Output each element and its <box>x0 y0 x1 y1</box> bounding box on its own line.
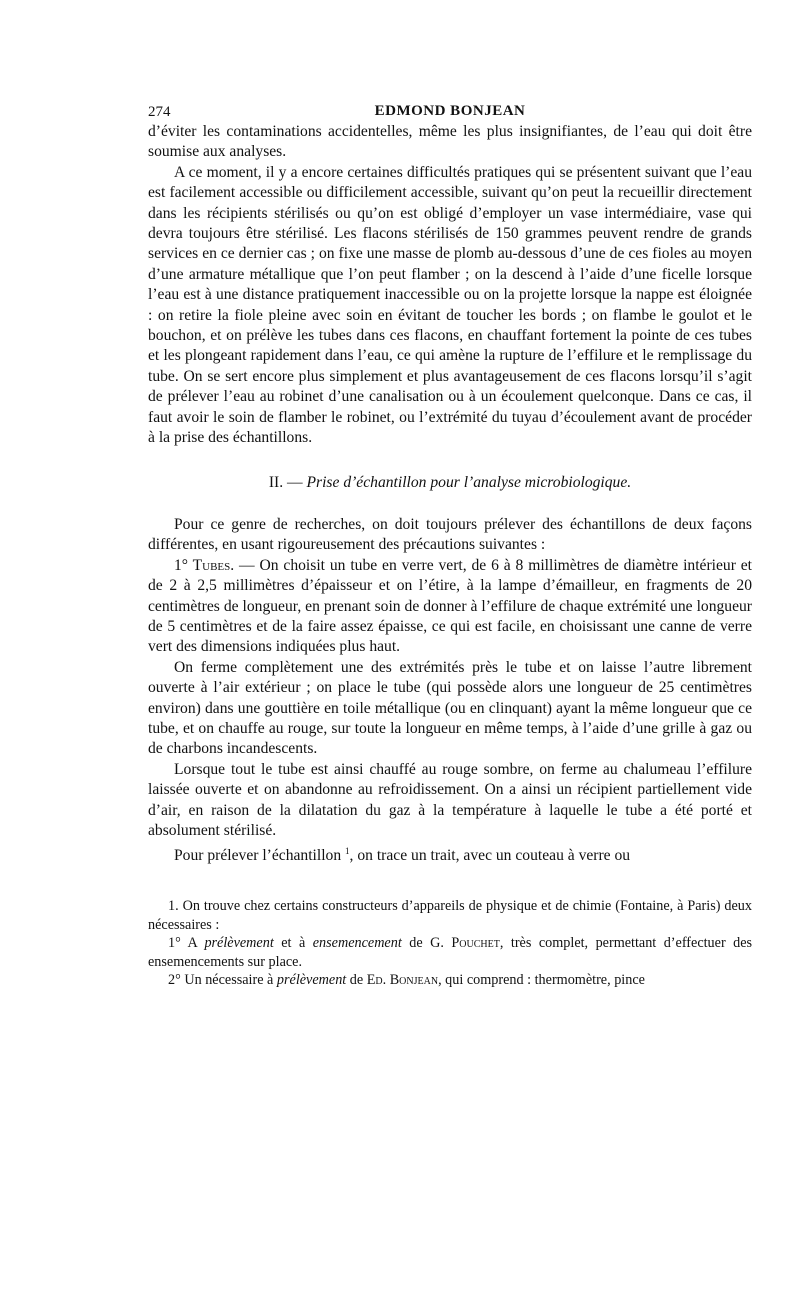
section-title: Prise d’échantillon pour l’analyse microbiologique. <box>306 473 632 491</box>
body-text <box>148 122 752 867</box>
footnote-item-1 <box>148 934 752 971</box>
paragraph-1: d’éviter les contaminations accidentelles, même les plus insignifiantes, de l’eau qui doit être soumise aux analyses. <box>148 123 752 161</box>
paragraph-7 <box>148 841 752 867</box>
paragraph-4 <box>148 556 752 658</box>
footnote-item-1-g: , très complet, permettant d’effectuer des ensemencements sur place. <box>148 935 753 970</box>
footnote-ref: 1 <box>345 846 350 857</box>
footnotes <box>148 897 752 990</box>
document-page <box>148 92 752 990</box>
paragraph-2: A ce moment, il y a encore certaines difficultés pratiques qui se présentent suivant que l’eau est facilement accessible ou difficilement accessible, suivant qu’on peut la recueillir directement dans les récipients stérilisés ou qu’on est obligé d’employer un vase intermédiaire, vase qui devra toujours être stérilisé. Les flacons stérilisés de 150 grammes peuvent rendre de grands services en ce dernier cas ; on fixe une masse de plomb au-dessous d’une de ces fioles au moyen d’une armature métallique que l’on peut flamber ; on la descend à l’aide d’une ficelle lorsque l’eau est à une distance pratiquement inaccessible ou on la projette lorsque la nappe est éloignée : on retire la fiole pleine avec soin en évitant de toucher les bords ; on flambe le goulot et le bouchon, et on prélève les tubes dans ces flacons, en chauffant fortement la pointe de ces tubes et les plongeant rapidement dans l’eau, ce qui amène la rupture de l’effilure et le remplissage du tube. On se sert encore plus simplement et plus avantageusement de ces flacons lorsqu’il s’agit de prélever l’eau au robinet d’une canalisation ou à un écoulement quelconque. Dans ce cas, il faut avoir le soin de flamber le robinet, ou l’extrémité du tuyau d’écoulement avant de procéder à la prise des échantillons. <box>148 163 752 447</box>
footnote-item-1-b: prélèvement <box>204 935 274 952</box>
footnote-item-2-c: de <box>349 972 364 989</box>
footnote-1: 1. On trouve chez certains constructeurs d’appareils de physique et de chimie (Fontaine, à Paris) deux nécessaires : <box>148 898 752 933</box>
footnote-item-2-number: 2° <box>168 972 181 989</box>
paragraph-7-end: , on trace un trait, avec un couteau à verre ou <box>349 847 631 865</box>
footnote-item-1-e: de G. <box>409 935 444 952</box>
section-number: II. — <box>268 473 303 491</box>
paragraph-3: Pour ce genre de recherches, on doit toujours prélever des échantillons de deux façons différentes, en usant rigoureusement des précautions suivantes : <box>148 515 752 554</box>
footnote-item-2 <box>148 971 752 990</box>
paragraph-7-start: Pour prélever l’échantillon <box>174 847 342 865</box>
footnote-item-1-d: ensemencement <box>312 935 402 952</box>
page-number: 274 <box>148 104 171 120</box>
footnote-item-2-a: Un nécessaire à <box>184 972 274 989</box>
footnote-item-1-a: A <box>187 935 197 952</box>
paragraph-6: Lorsque tout le tube est ainsi chauffé au rouge sombre, on ferme au chalumeau l’effilure laissée ouverte et on abandonne au refroidissement. On a ainsi un récipient partiellement vide d’air, en raison de la dilatation du gaz à la température à laquelle le tube a été porté et absolument stérilisé. <box>148 760 752 839</box>
page-header <box>148 92 752 122</box>
running-head: EDMOND BONJEAN <box>374 103 526 119</box>
footnote-item-2-e: , qui comprend : thermomètre, pince <box>438 972 645 989</box>
tubes-label: 1° Tubes. — <box>174 556 255 574</box>
footnote-item-1-c: et à <box>281 935 306 952</box>
section-heading <box>148 473 752 493</box>
paragraph-4-text: On choisit un tube en verre vert, de 6 à 8 millimètres de diamètre intérieur et de 2 à 2,5 millimètres d’épaisseur et on l’étire, à la lampe d’émailleur, en fragments de 20 centimètres de longueur, en prenant soin de donner à l’effilure de chaque extrémité une longueur de 5 centimètres et de la faire assez épaisse, ce qui est facile, en choisissant une canne de verre vert des dimensions indiquées plus haut. <box>148 556 753 656</box>
footnote-item-1-author: Pouchet <box>451 935 500 952</box>
footnote-item-1-number: 1° <box>168 935 181 952</box>
footnote-item-2-b: prélèvement <box>276 972 347 989</box>
footnote-item-2-author: Ed. Bonjean <box>366 972 439 989</box>
paragraph-5: On ferme complètement une des extrémités près le tube et on laisse l’autre librement ouverte à l’air extérieur ; on place le tube (qui possède alors une longueur de 25 centimètres environ) dans une gouttière en toile métallique (ou en clinquant) ayant la même longueur que ce tube, et on chauffe au rouge, sur toute la longueur en même temps, à l’aide d’une grille à gaz ou de charbons incandescents. <box>148 658 752 758</box>
